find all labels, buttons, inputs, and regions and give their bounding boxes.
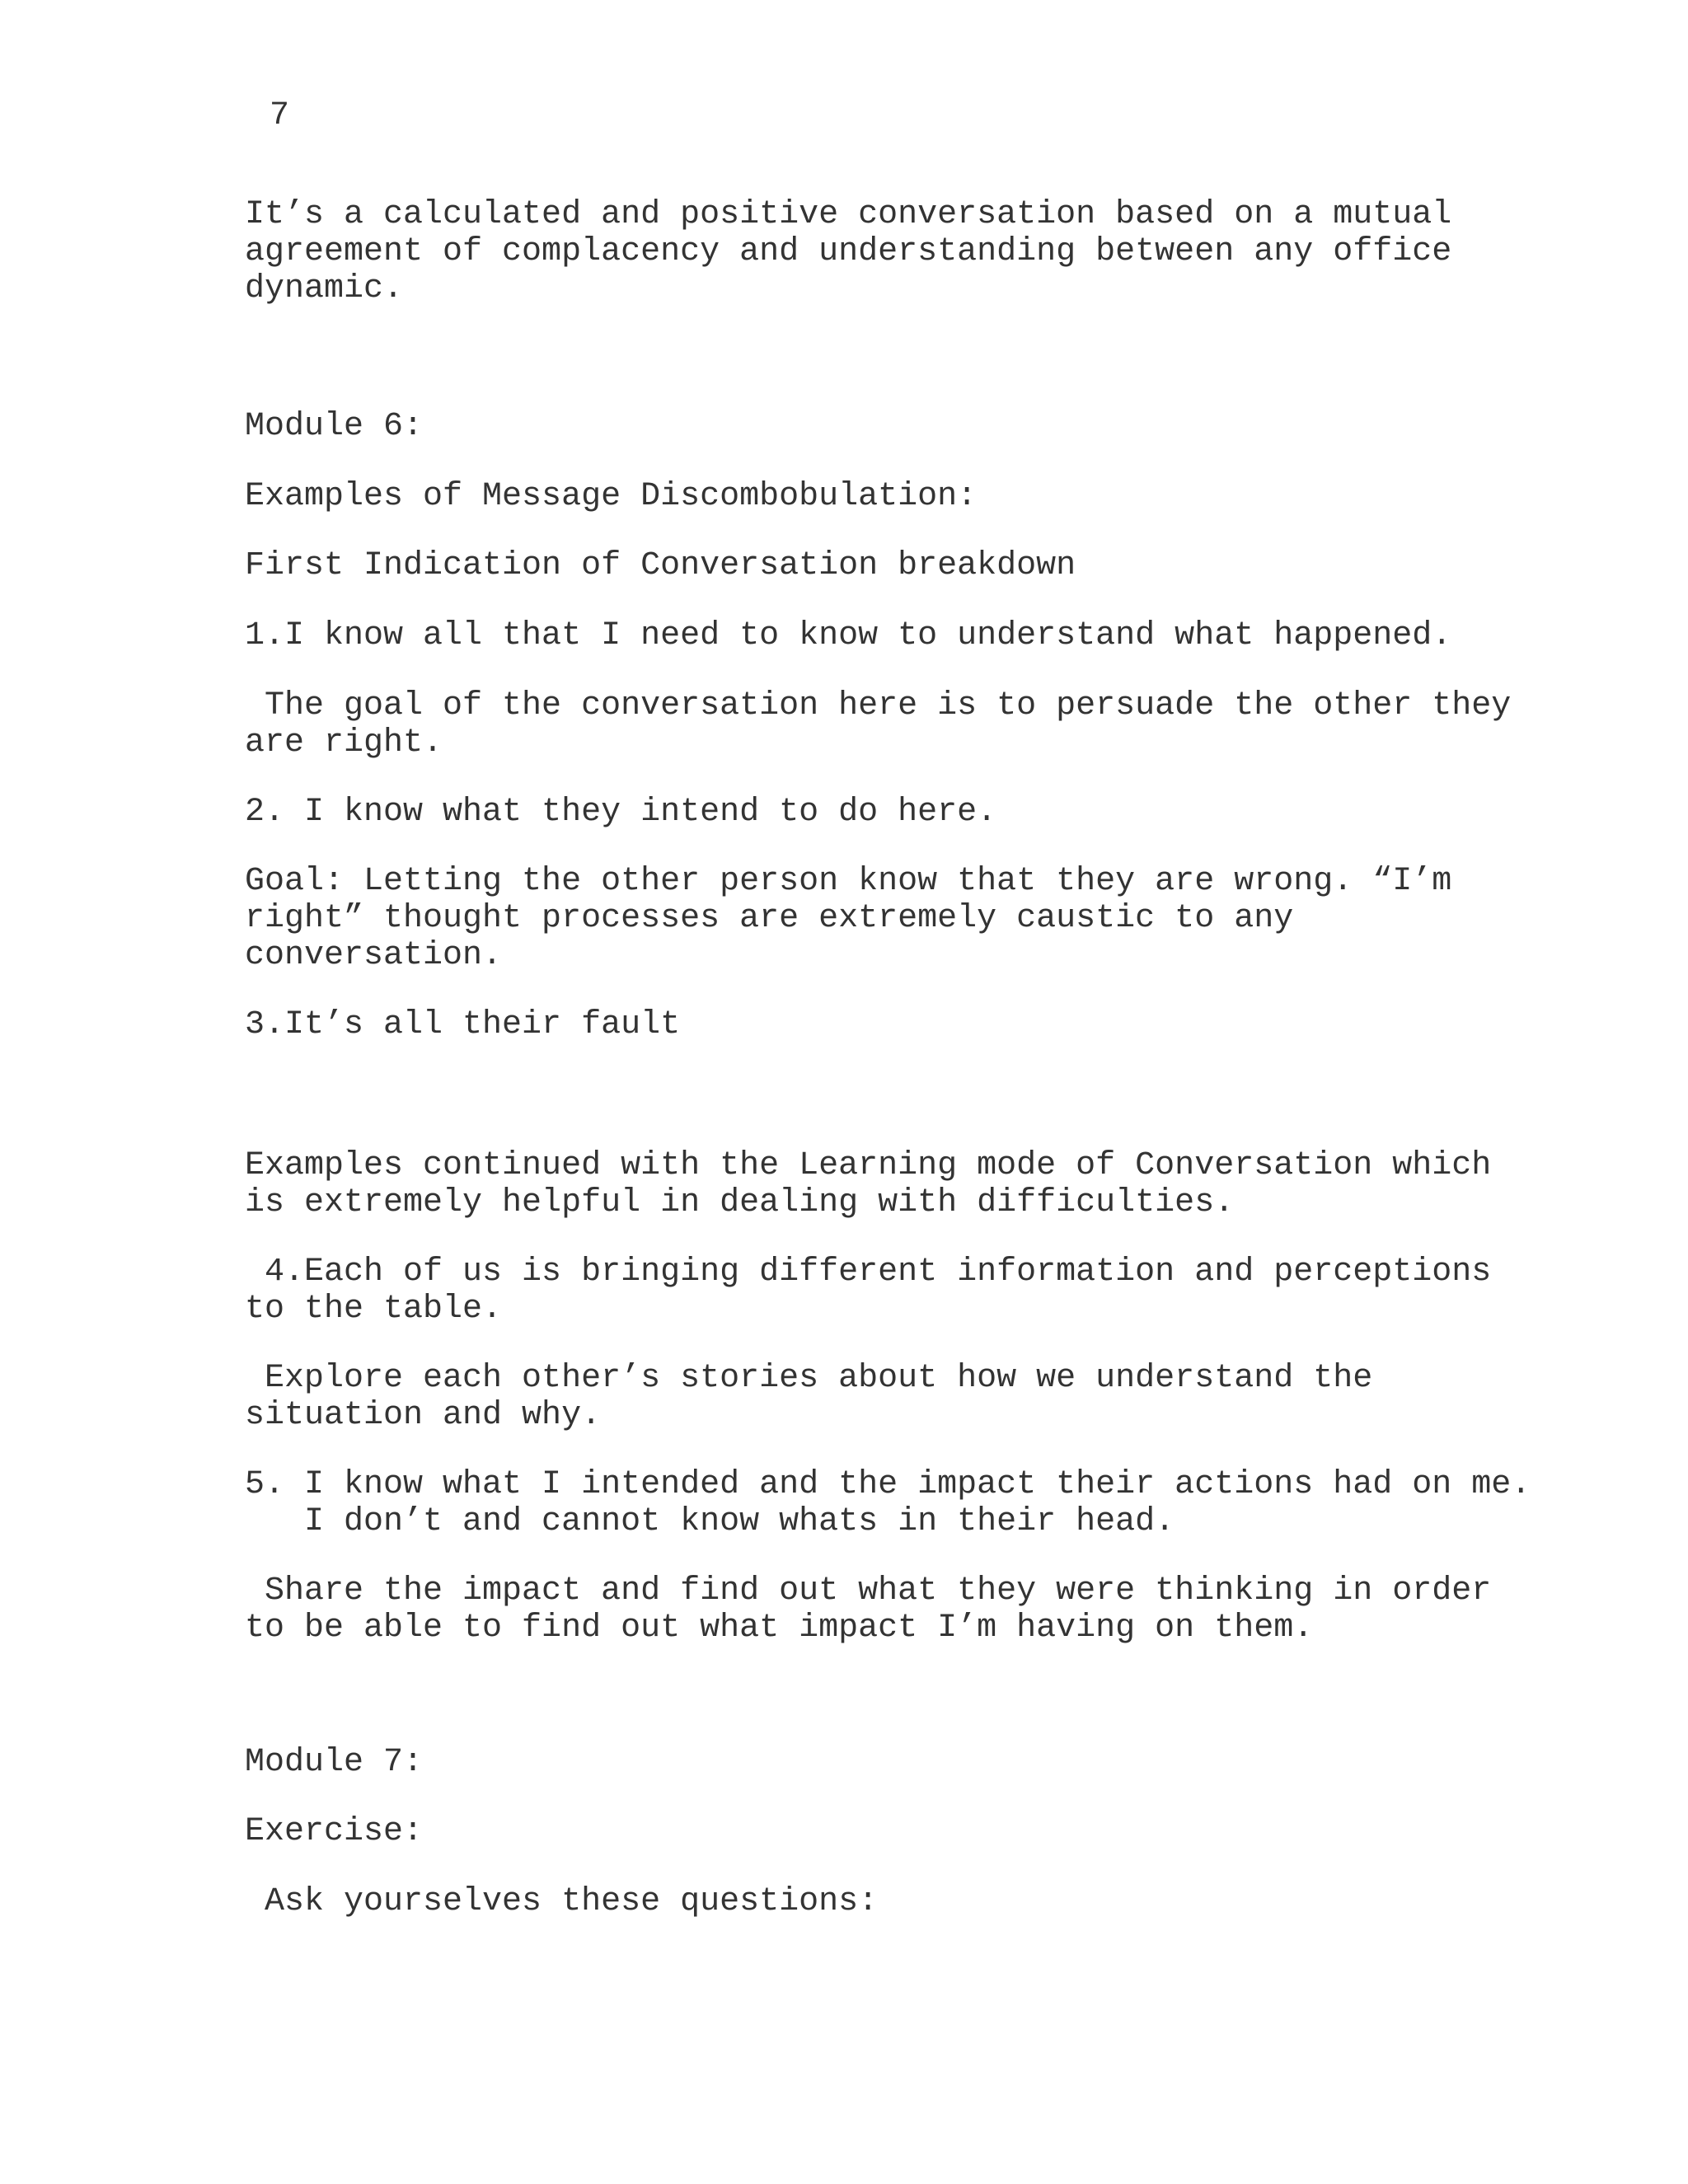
list-item-5 xyxy=(245,1466,1531,1540)
exercise-instruction: Ask yourselves these questions: xyxy=(245,1883,879,1920)
continued-paragraph xyxy=(245,1147,1491,1221)
note-line: Goal: Letting the other person know that they are wrong. “I’m xyxy=(245,863,1452,900)
section-title: First Indication of Conversation breakdown xyxy=(245,547,1076,584)
note-line: conversation. xyxy=(245,937,503,974)
item-line: I don’t and cannot know whats in their head. xyxy=(245,1503,1175,1540)
note-line: to be able to find out what impact I’m having on them. xyxy=(245,1610,1314,1647)
intro-line: agreement of complacency and understanding between any office xyxy=(245,233,1452,270)
note-line: are right. xyxy=(245,724,443,762)
list-item-5-note xyxy=(245,1572,1491,1647)
list-item-3: 3.It’s all their fault xyxy=(245,1006,681,1043)
module-7-subheading: Exercise: xyxy=(245,1813,424,1850)
item-line: 4.Each of us is bringing different information and perceptions xyxy=(245,1254,1492,1291)
item-line: to the table. xyxy=(245,1291,503,1328)
item-line: 5. I know what I intended and the impact their actions had on me. xyxy=(245,1466,1531,1503)
note-line: right” thought processes are extremely caustic to any xyxy=(245,900,1294,937)
module-6-heading: Module 6: xyxy=(245,408,424,445)
list-item-4 xyxy=(245,1254,1491,1328)
list-item-2: 2. I know what they intend to do here. xyxy=(245,794,997,831)
list-item-1: 1.I know all that I need to know to understand what happened. xyxy=(245,617,1452,654)
paragraph-line: Examples continued with the Learning mode of Conversation which xyxy=(245,1147,1492,1184)
note-line: The goal of the conversation here is to persuade the other they xyxy=(245,687,1512,724)
list-item-1-note xyxy=(245,687,1511,762)
list-item-2-note xyxy=(245,863,1451,974)
intro-line: It’s a calculated and positive conversation based on a mutual xyxy=(245,196,1452,233)
note-line: situation and why. xyxy=(245,1397,602,1434)
paragraph-line: is extremely helpful in dealing with difficulties. xyxy=(245,1184,1235,1221)
page-number: 7 xyxy=(270,97,290,134)
intro-paragraph xyxy=(245,196,1451,307)
module-7-heading: Module 7: xyxy=(245,1744,424,1781)
note-line: Explore each other’s stories about how we understand the xyxy=(245,1360,1373,1397)
list-item-4-note xyxy=(245,1360,1372,1434)
module-6-subheading: Examples of Message Discombobulation: xyxy=(245,478,978,515)
note-line: Share the impact and find out what they were thinking in order xyxy=(245,1572,1492,1610)
intro-line: dynamic. xyxy=(245,270,404,307)
